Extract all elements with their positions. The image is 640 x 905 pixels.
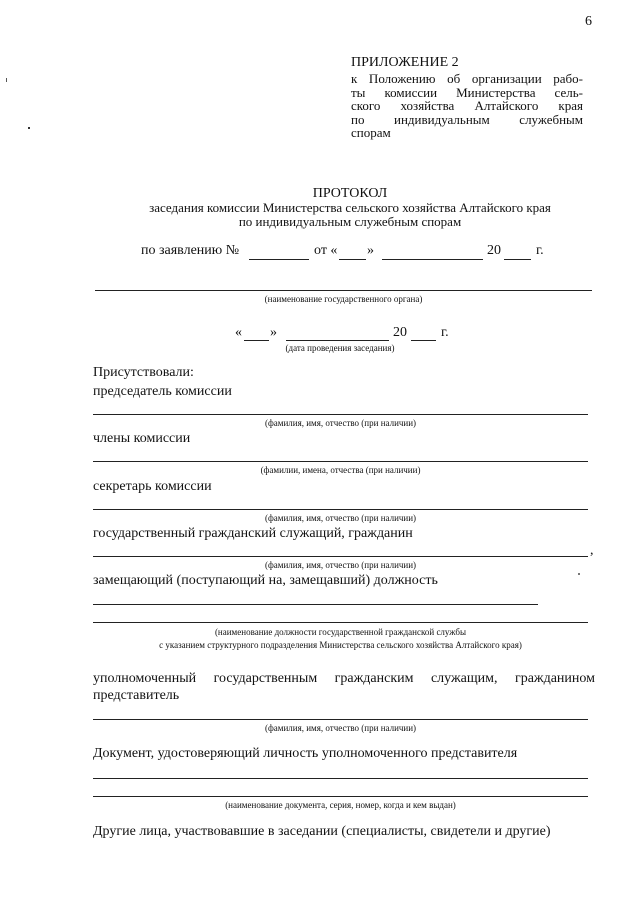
scan-mark xyxy=(6,78,7,82)
meeting-day-blank[interactable] xyxy=(244,340,269,341)
position-caption-2: с указанием структурного подразделения Министерства сельского хозяйства Алтайского края) xyxy=(159,640,522,650)
chairman-label: председатель комиссии xyxy=(93,384,232,399)
rep-line[interactable] xyxy=(93,719,588,720)
protocol-subtitle-1: заседания комиссии Министерства сельского хозяйства Алтайского края xyxy=(149,200,551,215)
document-line-1[interactable] xyxy=(93,778,588,779)
secretary-label: секретарь комиссии xyxy=(93,479,212,494)
chairman-caption: (фамилия, имя, отчество (при наличии) xyxy=(264,418,417,428)
application-year-prefix: 20 xyxy=(487,243,501,258)
application-year-suffix: г. xyxy=(536,243,544,258)
appendix-line-3: ского хозяйства Алтайского края xyxy=(351,98,583,113)
document-caption: (наименование документа, серия, номер, когда и кем выдан) xyxy=(225,800,456,810)
meeting-year-blank[interactable] xyxy=(411,340,436,341)
servant-comma: , xyxy=(590,543,594,558)
scan-dot xyxy=(578,573,580,575)
members-label: члены комиссии xyxy=(93,431,191,446)
document-line-2[interactable] xyxy=(93,796,588,797)
position-caption-1: (наименование должности государственной гражданской службы xyxy=(214,627,467,637)
meeting-month-blank[interactable] xyxy=(286,340,389,341)
position-line-1[interactable] xyxy=(93,604,538,605)
present-label: Присутствовали: xyxy=(93,365,194,380)
application-from-label: от « xyxy=(314,243,338,258)
position-line-2[interactable] xyxy=(93,622,588,623)
meeting-year-suffix: г. xyxy=(441,325,449,340)
application-month-blank[interactable] xyxy=(382,259,483,260)
protocol-subtitle-2: по индивидуальным служебным спорам xyxy=(238,214,462,229)
application-quote-close: » xyxy=(367,243,374,258)
rep-caption: (фамилия, имя, отчество (при наличии) xyxy=(264,723,417,733)
secretary-line[interactable] xyxy=(93,509,588,510)
chairman-line[interactable] xyxy=(93,414,588,415)
appendix-line-2: ты комиссии Министерства сель- xyxy=(351,84,583,100)
others-label: Другие лица, участвовавшие в заседании (специалисты, свидетели и другие) xyxy=(93,824,551,839)
members-line[interactable] xyxy=(93,461,588,462)
appendix-line-5: спорам xyxy=(351,125,391,140)
appendix-title: ПРИЛОЖЕНИЕ 2 xyxy=(351,55,459,70)
appendix-text xyxy=(351,72,583,140)
members-caption: (фамилии, имена, отчества (при наличии) xyxy=(260,465,421,475)
application-label: по заявлению № xyxy=(141,243,240,258)
application-number-blank[interactable] xyxy=(249,259,309,260)
page-number: 6 xyxy=(585,14,592,29)
org-name-line[interactable] xyxy=(95,290,592,291)
secretary-caption: (фамилия, имя, отчество (при наличии) xyxy=(264,513,417,523)
application-year-blank[interactable] xyxy=(504,259,531,260)
position-label: замещающий (поступающий на, замещавший) должность xyxy=(93,573,438,588)
application-day-blank[interactable] xyxy=(339,259,366,260)
appendix-line-1: к Положению об организации рабо- xyxy=(351,71,583,86)
org-name-caption: (наименование государственного органа) xyxy=(264,294,423,304)
rep-label-2: представитель xyxy=(93,688,180,703)
document-label: Документ, удостоверяющий личность уполномоченного представителя xyxy=(93,746,518,761)
servant-label: государственный гражданский служащий, гражданин xyxy=(93,526,413,541)
meeting-year-prefix: 20 xyxy=(393,325,407,340)
protocol-title: ПРОТОКОЛ xyxy=(312,186,388,201)
servant-caption: (фамилия, имя, отчество (при наличии) xyxy=(264,560,417,570)
servant-line[interactable] xyxy=(93,556,588,557)
appendix-line-4: по индивидуальным служебным xyxy=(351,111,583,127)
meeting-open-quote: « xyxy=(235,325,242,340)
rep-label-1: уполномоченный государственным гражданским служащим, гражданином xyxy=(93,671,595,686)
scan-dot xyxy=(28,127,30,129)
meeting-close-quote: » xyxy=(270,325,277,340)
meeting-date-caption: (дата проведения заседания) xyxy=(285,343,395,353)
